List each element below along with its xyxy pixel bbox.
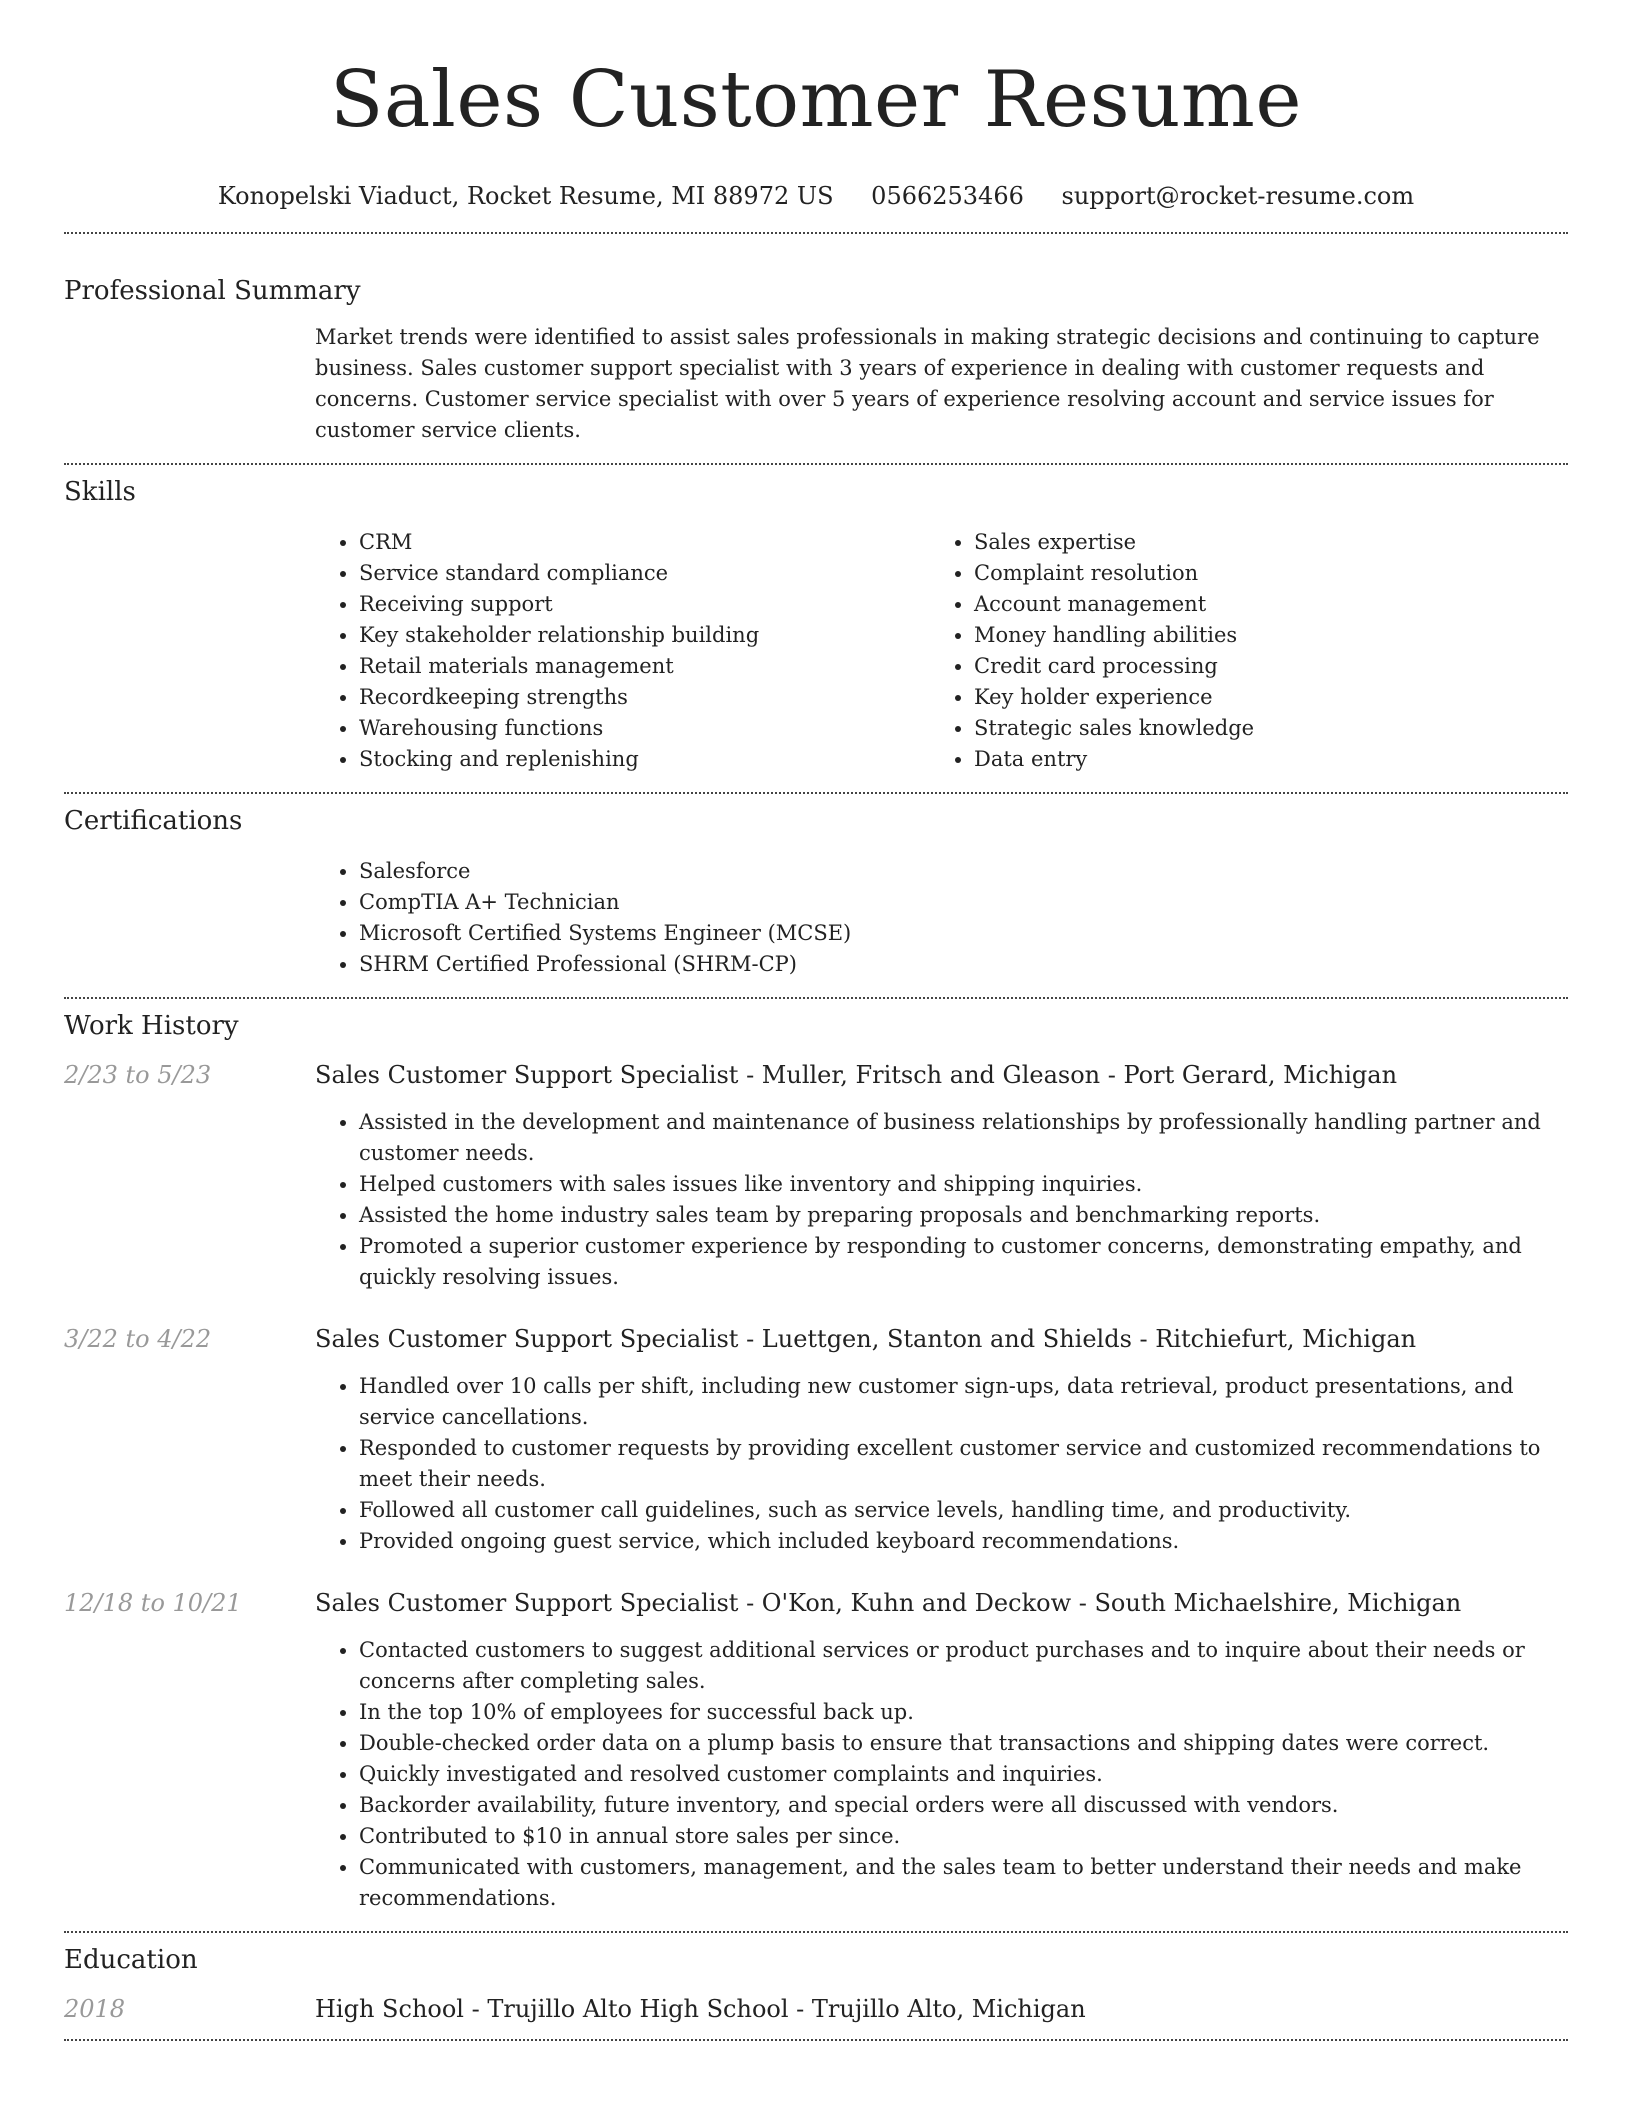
contact-address: Konopelski Viaduct, Rocket Resume, MI 88972 US (217, 182, 834, 210)
job-title: Sales Customer Support Specialist - Luettgen, Stanton and Shields - Ritchiefurt, Michigan (315, 1325, 1417, 1353)
divider (64, 2039, 1568, 2041)
list-item: • Responded to customer requests by providing excellent customer service and customized recommendations to meet their needs. (359, 1433, 1568, 1495)
list-item: • Assisted in the development and maintenance of business relationships by professionally handling partner and customer needs. (359, 1107, 1568, 1169)
list-item: • Quickly investigated and resolved customer complaints and inquiries. (359, 1759, 1568, 1790)
job-title: Sales Customer Support Specialist - Muller, Fritsch and Gleason - Port Gerard, Michigan (315, 1061, 1398, 1089)
list-item: • Contacted customers to suggest additional services or product purchases and to inquire about their needs or concerns after completing sales. (359, 1635, 1568, 1697)
skills-list-right (930, 527, 1545, 775)
list-item: • Contributed to $10 in annual store sales per since. (359, 1821, 1568, 1852)
work-section (64, 999, 1568, 1914)
list-item: • Assisted the home industry sales team by preparing proposals and benchmarking reports. (359, 1200, 1568, 1231)
list-item: • In the top 10% of employees for successful back up. (359, 1697, 1568, 1728)
list-item: • Credit card processing (974, 651, 1545, 682)
list-item: • CompTIA A+ Technician (359, 887, 1568, 918)
education-title: High School - Trujillo Alto High School - Trujillo Alto, Michigan (315, 1995, 1086, 2023)
education-section (64, 1933, 1568, 2025)
list-item: • Account management (974, 589, 1545, 620)
list-item: • Complaint resolution (974, 558, 1545, 589)
education-date: 2018 (64, 1995, 126, 2023)
list-item: • Double-checked order data on a plump basis to ensure that transactions and shipping dates were correct. (359, 1728, 1568, 1759)
list-item: • Salesforce (359, 856, 1568, 887)
skills-section (64, 465, 1568, 775)
job-title: Sales Customer Support Specialist - O'Kon, Kuhn and Deckow - South Michaelshire, Michigan (315, 1589, 1462, 1617)
skills-list-left (315, 527, 930, 775)
job-entry (64, 1587, 1568, 1914)
contact-phone: 0566253466 (871, 182, 1024, 210)
resume-title: Sales Customer Resume (329, 55, 1303, 145)
list-item: • Service standard compliance (359, 558, 930, 589)
job-date: 12/18 to 10/21 (64, 1589, 242, 1617)
list-item: • Provided ongoing guest service, which included keyboard recommendations. (359, 1526, 1568, 1557)
list-item: • Money handling abilities (974, 620, 1545, 651)
list-item: • Handled over 10 calls per shift, including new customer sign-ups, data retrieval, product presentations, and service cancellations. (359, 1371, 1568, 1433)
list-item: • Communicated with customers, management, and the sales team to better understand their needs and make recommendations. (359, 1852, 1568, 1914)
education-entry (64, 1993, 1568, 2025)
list-item: • CRM (359, 527, 930, 558)
section-title-summary: Professional Summary (64, 276, 361, 306)
job-entry (64, 1059, 1568, 1293)
job-date: 2/23 to 5/23 (64, 1061, 212, 1089)
section-title-skills: Skills (64, 477, 136, 507)
job-date: 3/22 to 4/22 (64, 1325, 212, 1353)
certifications-list (315, 856, 1568, 980)
skills-grid (315, 527, 1568, 775)
summary-section (64, 234, 1568, 446)
list-item: • Strategic sales knowledge (974, 713, 1545, 744)
list-item: • Helped customers with sales issues like inventory and shipping inquiries. (359, 1169, 1568, 1200)
section-title-education: Education (64, 1945, 198, 1975)
list-item: • Promoted a superior customer experience by responding to customer concerns, demonstrating empathy, and quickly resolving issues. (359, 1231, 1568, 1293)
job-bullets (315, 1371, 1568, 1557)
list-item: • Key stakeholder relationship building (359, 620, 930, 651)
job-entry (64, 1323, 1568, 1557)
section-title-work: Work History (64, 1011, 239, 1041)
contact-email: support@rocket-resume.com (1061, 182, 1415, 210)
list-item: • SHRM Certified Professional (SHRM-CP) (359, 949, 1568, 980)
job-bullets (315, 1635, 1568, 1914)
contact-line (64, 180, 1568, 212)
list-item: • Recordkeeping strengths (359, 682, 930, 713)
list-item: • Sales expertise (974, 527, 1545, 558)
list-item: • Key holder experience (974, 682, 1545, 713)
list-item: • Receiving support (359, 589, 930, 620)
list-item: • Followed all customer call guidelines, such as service levels, handling time, and productivity. (359, 1495, 1568, 1526)
list-item: • Stocking and replenishing (359, 744, 930, 775)
list-item: • Warehousing functions (359, 713, 930, 744)
job-bullets (315, 1107, 1568, 1293)
list-item: • Backorder availability, future inventory, and special orders were all discussed with vendors. (359, 1790, 1568, 1821)
certifications-section (64, 794, 1568, 980)
section-title-certifications: Certifications (64, 806, 243, 836)
list-item: • Data entry (974, 744, 1545, 775)
list-item: • Retail materials management (359, 651, 930, 682)
summary-text: Market trends were identified to assist sales professionals in making strategic decisions and continuing to capture business. Sales customer support specialist with 3 years of experience in dealing with customer requests and concerns. Customer service specialist with over 5 years of experience resolving account and service issues for customer service clients. (315, 325, 1540, 442)
list-item: • Microsoft Certified Systems Engineer (MCSE) (359, 918, 1568, 949)
